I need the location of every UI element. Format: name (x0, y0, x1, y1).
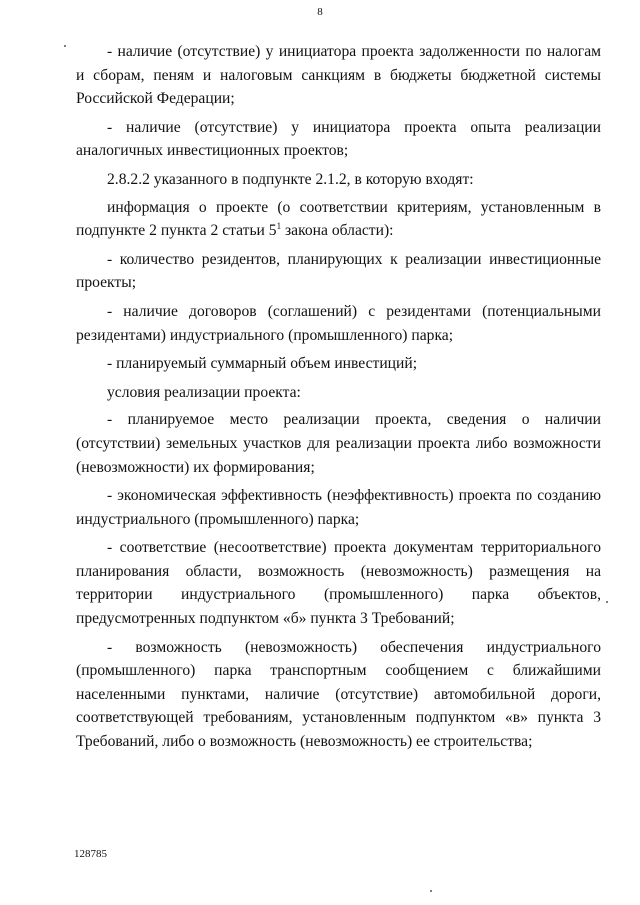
paragraph-conditions-heading: условия реализации проекта: (107, 383, 301, 401)
paragraph-investment-volume: - планируемый суммарный объем инвестиций; (107, 355, 418, 373)
project-info-text: информация о проекте (о соответствии критериям, установленным в подпункте 2 пункта 2 статьи 5 (76, 198, 601, 240)
article-superscript: 1 (276, 221, 282, 232)
project-info-text-end: закона области): (281, 222, 394, 240)
document-code: 128785 (74, 848, 107, 860)
paragraph-planning-compliance: - соответствие (несоответствие) проекта документам территориального планирования области, возможность (невозможность) размещения на территории индустриального (промышленного) парка объектов, предусмотренных подпунктом «б» пункта 3 Требований; (76, 539, 601, 628)
paragraph-tax-debt: - наличие (отсутствие) у инициатора проекта задолженности по налогам и сборам, пеням и налоговым санкциям в бюджеты бюджетной системы Российской Федерации; (76, 43, 601, 108)
document-body (76, 40, 601, 759)
paragraph-agreements: - наличие договоров (соглашений) с резидентами (потенциальными резидентами) индустриального (промышленного) парка; (76, 302, 601, 344)
scan-speck (430, 890, 432, 892)
page-number: 8 (317, 6, 323, 18)
paragraph-experience: - наличие (отсутствие) у инициатора проекта опыта реализации аналогичных инвестиционных проектов; (76, 118, 601, 160)
paragraph-location: - планируемое место реализации проекта, сведения о наличии (отсутствии) земельных участков для реализации проекта либо возможности (невозможности) их формирования; (76, 411, 601, 476)
paragraph-efficiency: - экономическая эффективность (неэффективность) проекта по созданию индустриального (промышленного) парка; (76, 487, 601, 528)
paragraph-transport: - возможность (невозможность) обеспечения индустриального (промышленного) парка транспортным сообщением с ближайшими населенными пунктами, наличие (отсутствие) автомобильной дороги, соответствующей требованиям, установленным подпунктом «в» пункта 3 Требований, либо о возможность (невозможность) ее строительства; (76, 638, 601, 751)
scan-speck (64, 45, 66, 47)
paragraph-project-info (76, 196, 601, 243)
scan-speck (606, 601, 608, 603)
paragraph-section-2-8-2-2: 2.8.2.2 указанного в подпункте 2.1.2, в которую входят: (107, 170, 474, 188)
paragraph-residents-count: - количество резидентов, планирующих к реализации инвестиционные проекты; (76, 250, 601, 292)
